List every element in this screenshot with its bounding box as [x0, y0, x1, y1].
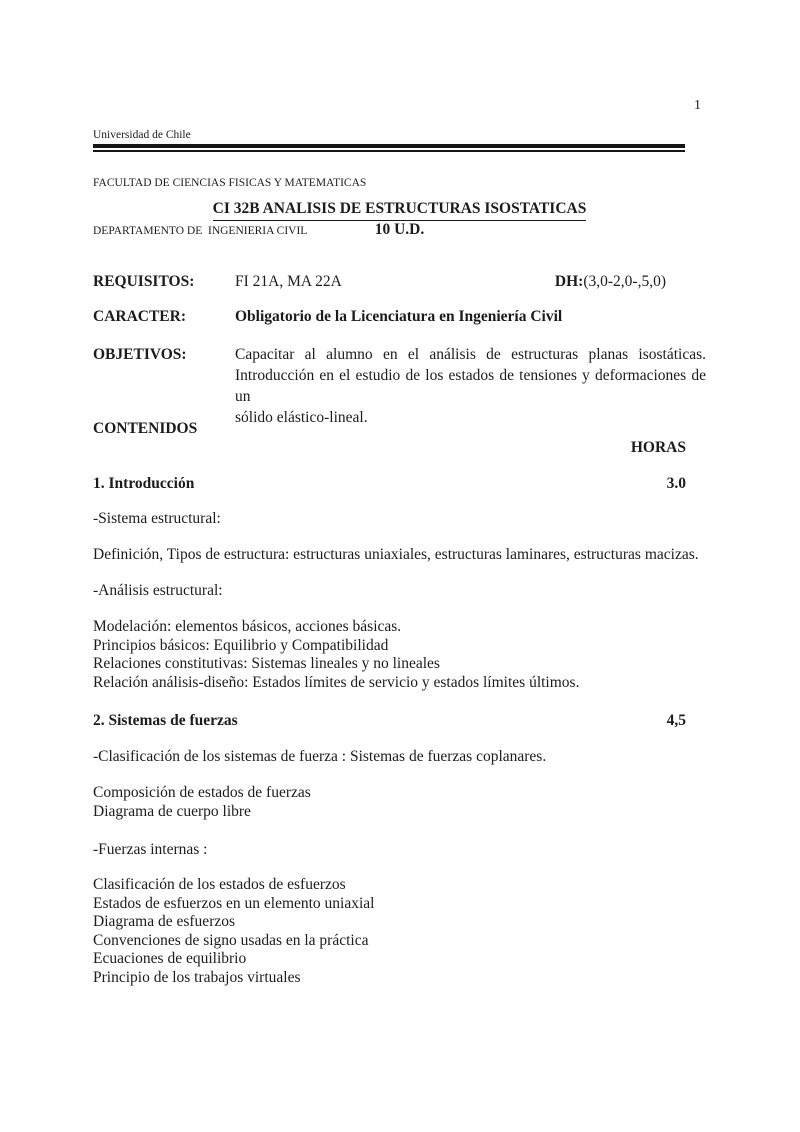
section-title: 2. Sistemas de fuerzas [93, 712, 238, 729]
content-paragraph [93, 748, 706, 767]
content-line: -Clasificación de los sistemas de fuerza : Sistemas de fuerzas coplanares. [93, 748, 547, 765]
section-hours: 3.0 [666, 475, 686, 492]
requisitos-label: REQUISITOS: [93, 273, 195, 290]
content-line: Relación análisis-diseño: Estados límites de servicio y estados límites últimos. [93, 673, 580, 691]
objetivos-label: OBJETIVOS: [93, 346, 187, 363]
caracter-row [93, 308, 706, 327]
caracter-label: CARACTER: [93, 308, 186, 325]
content-line: Definición, Tipos de estructura: estructuras uniaxiales, estructuras laminares, estructuras macizas. [93, 546, 699, 563]
header-rule [93, 144, 685, 152]
dh-field [555, 273, 666, 292]
caracter-value: Obligatorio de la Licenciatura en Ingeniería Civil [235, 308, 563, 325]
course-title: CI 32B ANALISIS DE ESTRUCTURAS ISOSTATICAS [213, 200, 587, 221]
content-paragraph [93, 784, 706, 821]
page-number: 1 [694, 98, 701, 113]
content-paragraph [93, 841, 706, 860]
horas-column-heading: HORAS [630, 439, 686, 456]
objetivos-line: Capacitar al alumno en el análisis de estructuras planas isostáticas. [235, 346, 706, 363]
content-paragraph [93, 510, 706, 529]
content-line: Diagrama de esfuerzos [93, 913, 236, 931]
section-2-row [93, 712, 706, 731]
content-line: Estados de esfuerzos en un elemento uniaxial [93, 894, 375, 912]
objetivos-row [93, 344, 706, 428]
content-line: Convenciones de signo usadas en la práctica [93, 931, 369, 949]
course-credits: 10 U.D. [374, 220, 425, 238]
section-hours: 4,5 [666, 712, 686, 729]
header-institution: Universidad de Chile [93, 129, 191, 141]
content-line: Diagrama de cuerpo libre [93, 802, 251, 820]
section-1-row [93, 475, 706, 494]
content-paragraph [93, 618, 706, 692]
objetivos-paragraph [235, 344, 706, 428]
content-line: Relaciones constitutivas: Sistemas lineales y no lineales [93, 655, 440, 673]
content-line: Principios básicos: Equilibrio y Compatibilidad [93, 636, 389, 654]
header-department: DEPARTAMENTO DE INGENIERIA CIVIL [93, 225, 308, 237]
content-line: -Fuerzas internas : [93, 841, 208, 858]
content-line: Modelación: elementos básicos, acciones básicas. [93, 618, 402, 635]
content-line: -Análisis estructural: [93, 582, 223, 599]
dh-label: DH: [554, 273, 584, 290]
section-title: 1. Introducción [93, 475, 195, 492]
content-line: -Sistema estructural: [93, 510, 221, 527]
requisitos-row [93, 273, 706, 292]
course-title-block [93, 200, 706, 239]
requisitos-value: FI 21A, MA 22A [235, 273, 342, 290]
content-paragraph [93, 876, 706, 988]
letterhead [93, 95, 706, 271]
content-line: Composición de estados de fuerzas [93, 784, 311, 801]
content-paragraph [93, 546, 706, 565]
header-faculty: FACULTAD DE CIENCIAS FISICAS Y MATEMATICAS [93, 177, 367, 189]
dh-value: (3,0-2,0-,5,0) [583, 273, 666, 290]
contenidos-heading: CONTENIDOS [93, 420, 198, 437]
objetivos-line: sólido elástico-lineal. [235, 409, 368, 426]
content-line: Principio de los trabajos virtuales [93, 968, 301, 986]
objetivos-line: Introducción en el estudio de los estados de tensiones y deformaciones de un [235, 367, 706, 405]
content-line: Ecuaciones de equilibrio [93, 950, 247, 968]
content-line: Clasificación de los estados de esfuerzos [93, 876, 346, 893]
content-paragraph [93, 582, 706, 601]
